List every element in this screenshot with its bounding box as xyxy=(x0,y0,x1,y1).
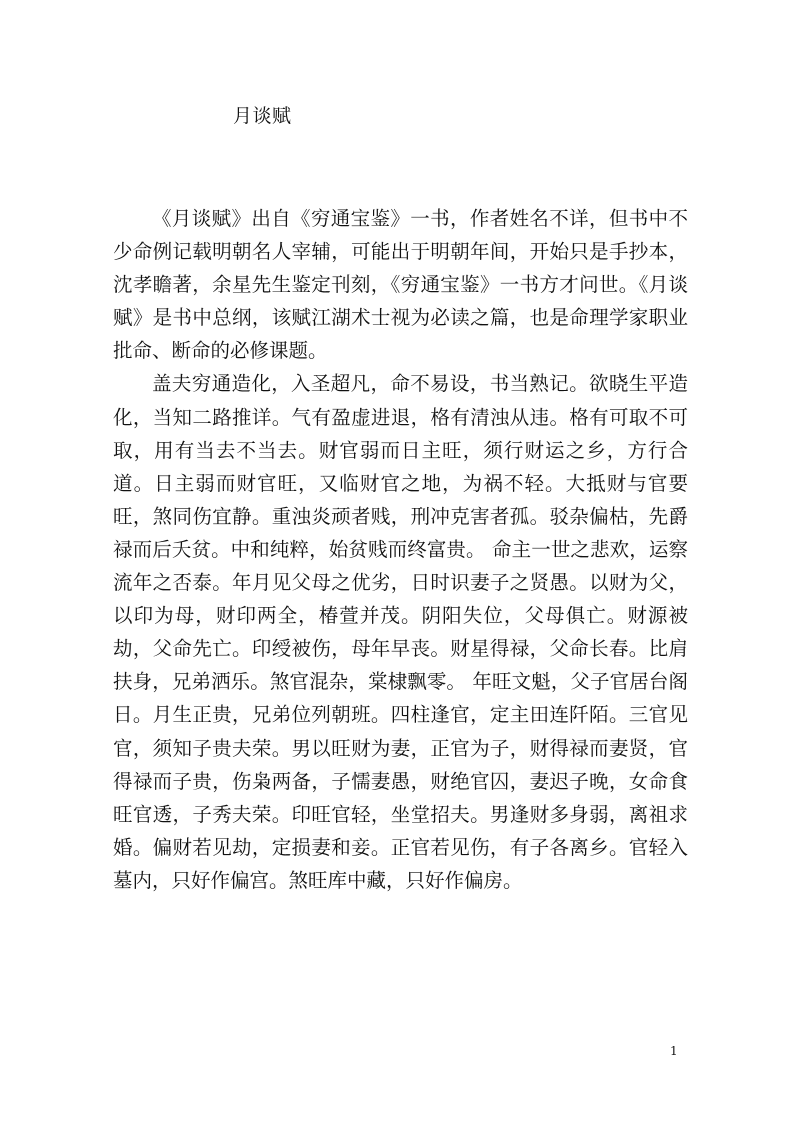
paragraph-intro: 《月谈赋》出自《穷通宝鉴》一书，作者姓名不详，但书中不少命例记载明朝名人宰辅，可能出于明朝年间，开始只是手抄本，沈孝瞻著，余星先生鉴定刊刻，《穷通宝鉴》一书方才问世。《月谈赋》是书中总纲，该赋江湖术士视为必读之篇，也是命理学家职业批命、断命的必修课题。 xyxy=(113,207,688,363)
document-body xyxy=(113,202,688,897)
page-number: 1 xyxy=(670,1044,678,1058)
paragraph-main-text: 盖夫穷通造化，入圣超凡，命不易设，书当熟记。欲晓生平造化，当知二路推详。气有盈虚进退，格有清浊从违。格有可取不可取，用有当去不当去。财官弱而日主旺，须行财运之乡，方行合道。日主弱而财官旺，又临财官之地，为祸不轻。大抵财与官要旺，煞同伤宜静。重浊炎顽者贱，刑冲克害者孤。驳杂偏枯，先爵禄而后夭贫。中和纯粹，始贫贱而终富贵。 命主一世之悲欢，运察流年之否泰。年月见父母之优劣，日时识妻子之贤愚。以财为父，以印为母，财印两全，椿萱并茂。阴阳失位，父母俱亡。财源被劫，父命先亡。印绶被伤，母年早丧。财星得禄，父命长春。比肩扶身，兄弟洒乐。煞官混杂，棠棣飘零。 年旺文魁，父子官居台阁日。月生正贵，兄弟位列朝班。四柱逢官，定主田连阡陌。三官见官，须知子贵夫荣。男以旺财为妻，正官为子，财得禄而妻贤，官得禄而子贵，伤枭两备，子懦妻愚，财绝官囚，妻迟子晚，女命食旺官透，子秀夫荣。印旺官轻，坐堂招夫。男逢财多身弱，离祖求婚。偏财若见劫，定损妻和妾。正官若见伤，有子各离乡。官轻入墓内，只好作偏宫。煞旺库中藏，只好作偏房。 xyxy=(113,372,688,892)
document-title: 月谈赋 xyxy=(233,105,292,127)
